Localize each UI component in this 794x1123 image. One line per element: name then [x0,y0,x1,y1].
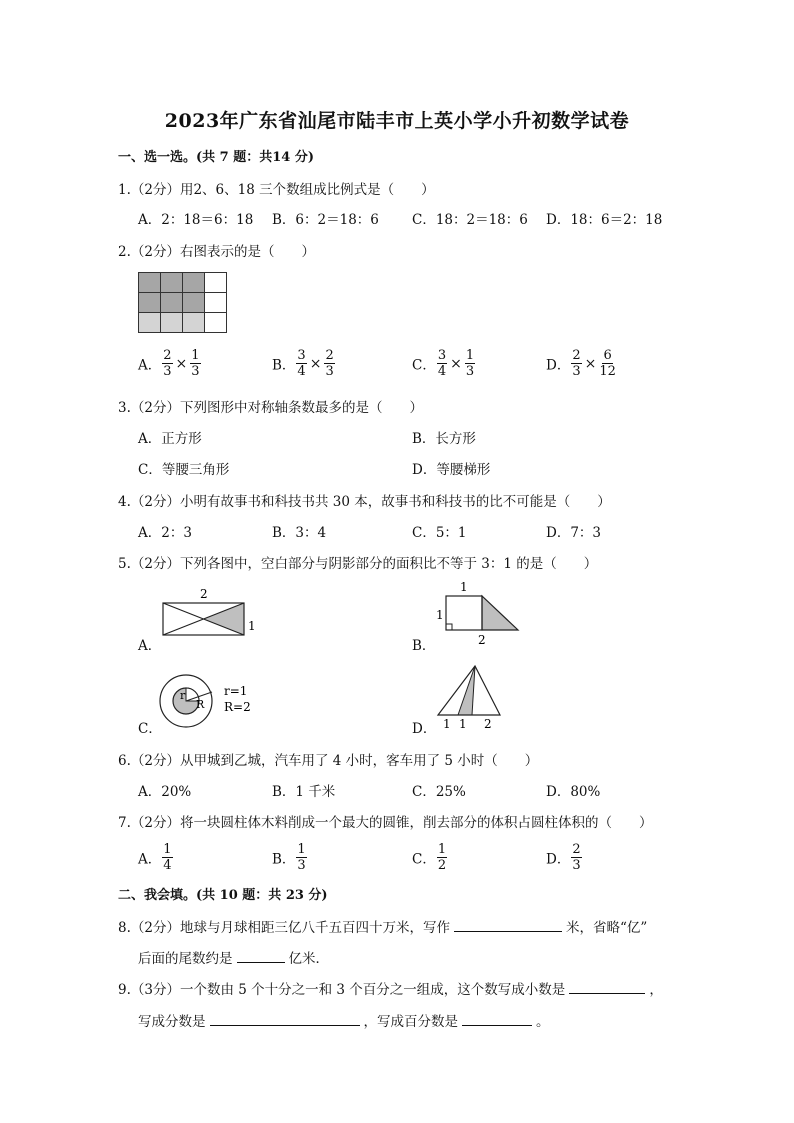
figure-d-triangle [432,662,512,732]
q2-option-a: A． $\frac{2}{3}$ × $\frac{1}{3}$ [138,348,200,379]
question-5-stem: 5.（2分）下列各图中，空白部分与阴影部分的面积比不等于 3：1 的是（ ） [118,556,598,572]
q5-label-d: D． [412,721,437,737]
q8-blank-2[interactable] [237,948,285,963]
q7-option-b: B． $\frac{1}{3}$ [272,842,306,873]
q3-option-c: C．等腰三角形 [138,462,230,478]
question-7-stem: 7.（2分）将一块圆柱体木料削成一个最大的圆锥，削去部分的体积占圆柱体积的（ ） [118,815,653,831]
q9-blank-2[interactable] [210,1011,360,1026]
figure-d-base1: 1 [443,717,451,731]
q8-blank-1[interactable] [454,917,562,932]
question-9-line-1: 9.（3分）一个数由 5 个十分之一和 3 个百分之一组成，这个数写成小数是 ， [118,978,663,998]
q5-label-c: C． [138,721,162,737]
q9-blank-3[interactable] [462,1011,532,1026]
q6-option-a: A．20% [138,784,192,800]
q1-option-b: B．6：2＝18：6 [272,212,379,228]
q3-option-d: D．等腰梯形 [412,462,491,478]
q5-label-a: A． [138,638,162,654]
figure-b-left-label: 1 [436,608,444,622]
q4-option-b: B．3：4 [272,525,327,541]
question-6-stem: 6.（2分）从甲城到乙城，汽车用了 4 小时，客车用了 5 小时（ ） [118,753,539,769]
q5-label-b: B． [412,638,436,654]
q1-option-d: D．18：6＝2：18 [546,212,663,228]
figure-a-right-label: 1 [248,619,256,633]
q2-option-c: C． $\frac{3}{4}$ × $\frac{1}{3}$ [412,348,475,379]
q2-option-b: B． $\frac{3}{4}$ × $\frac{2}{3}$ [272,348,334,379]
q2-option-d: D． $\frac{2}{3}$ × $\frac{6}{12}$ [546,348,616,379]
q4-option-d: D．7：3 [546,525,602,541]
figure-c-eq1: r=1 [224,684,248,698]
q3-option-a: A．正方形 [138,431,202,447]
question-3-stem: 3.（2分）下列图形中对称轴条数最多的是（ ） [118,400,423,416]
figure-d-base2: 1 [459,717,467,731]
question-2-stem: 2.（2分）右图表示的是（ ） [118,244,315,260]
figure-c-r-label: r [180,689,186,702]
q7-option-c: C． $\frac{1}{2}$ [412,842,447,873]
question-8-line-2: 后面的尾数约是 亿米． [138,947,329,967]
page-title: 2023年广东省汕尾市陆丰市上英小学小升初数学试卷 [164,110,630,132]
q4-option-c: C．5：1 [412,525,467,541]
question-1-stem: 1.（2分）用2、6、18 三个数组成比例式是（ ） [118,182,435,198]
q7-option-d: D． $\frac{2}{3}$ [546,842,581,873]
q1-option-a: A．2：18＝6：18 [138,212,254,228]
grid-shading-figure [138,272,230,334]
q7-option-a: A． $\frac{1}{4}$ [138,842,172,873]
figure-c-eq2: R=2 [224,700,251,714]
q9-blank-1[interactable] [569,979,645,994]
figure-a-rectangle [158,584,268,654]
q6-option-d: D．80% [546,784,601,800]
figure-b-trapezoid [432,578,532,650]
q6-option-b: B．1 千米 [272,784,336,800]
q1-option-c: C．18：2＝18：6 [412,212,528,228]
section-2-heading: 二、我会填。(共 10 题：共 23 分) [118,888,328,903]
figure-b-bottom-label: 2 [478,633,486,647]
question-4-stem: 4.（2分）小明有故事书和科技书共 30 本，故事书和科技书的比不可能是（ ） [118,494,611,510]
q3-option-b: B．长方形 [412,431,476,447]
figure-c-big-r-label: R [196,698,205,711]
q4-option-a: A．2：3 [138,525,192,541]
section-1-heading: 一、选一选。(共 7 题：共14 分) [118,150,315,165]
question-8-line-1: 8.（2分）地球与月球相距三亿八千五百四十万米，写作 米，省略“亿” [118,916,647,936]
question-9-line-2: 写成分数是 ，写成百分数是 。 [138,1010,550,1030]
figure-a-top-label: 2 [200,587,208,601]
figure-b-top-label: 1 [460,580,468,594]
figure-d-base3: 2 [484,717,492,731]
q6-option-c: C．25% [412,784,466,800]
figure-c-rings [158,670,268,732]
